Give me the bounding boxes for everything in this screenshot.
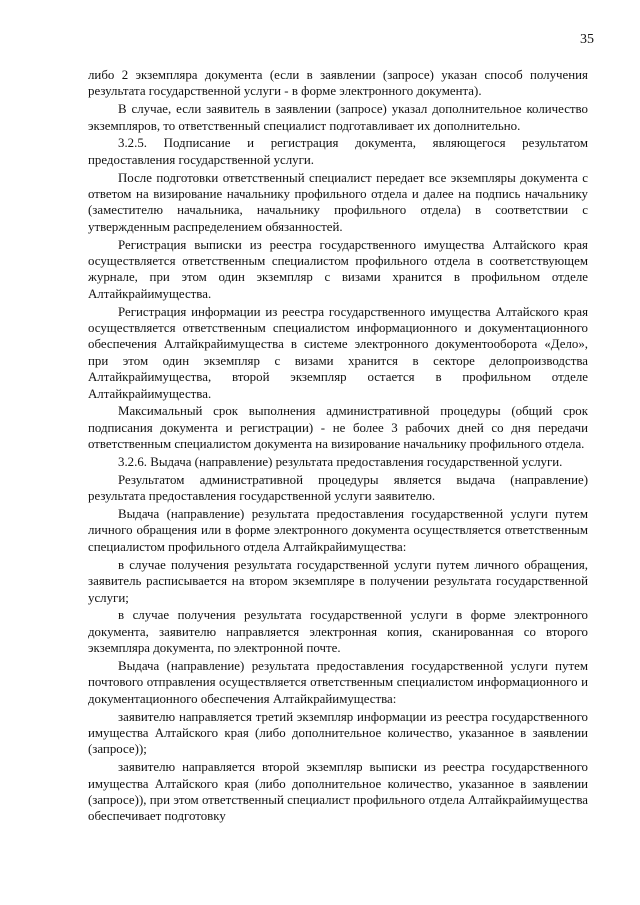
document-body bbox=[88, 67, 588, 826]
paragraph: Регистрация информации из реестра государственного имущества Алтайского края осуществляется ответственным специалистом информационного и документационного обеспечения Алтайкрайимущества в системе электронного документооборота «Дело», при этом один экземпляр с визами хранится в секторе делопроизводства Алтайкрайимущества, второй экземпляр остается в профильном отделе Алтайкрайимущества. bbox=[88, 304, 588, 401]
paragraph: Регистрация выписки из реестра государственного имущества Алтайского края осуществляется ответственным специалистом профильного отдела в соответствующем журнале, при этом один экземпляр с визами хранится в профильном отделе Алтайкрайимущества. bbox=[88, 237, 588, 301]
paragraph: Выдача (направление) результата предоставления государственной услуги путем почтового отправления осуществляется ответственным специалистом информационного и документационного обеспечения Алтайкрайимущества: bbox=[88, 658, 588, 706]
list-item: в случае получения результата государственной услуги в форме электронного документа, заявителю направляется электронная копия, сканированная со второго экземпляра документа, по электронной почте. bbox=[88, 608, 588, 656]
section-heading-3-2-5: 3.2.5. Подписание и регистрация документа, являющегося результатом предоставления государственной услуги. bbox=[88, 136, 588, 167]
list-item: заявителю направляется второй экземпляр выписки из реестра государственного имущества Алтайского края (либо дополнительное количество, указанное в заявлении (запросе)), при этом ответственный специалист профильного отдела Алтайкрайимущества обеспечивает подготовку bbox=[88, 760, 588, 824]
page-number: 35 bbox=[580, 32, 594, 47]
paragraph: В случае, если заявитель в заявлении (запросе) указал дополнительное количество экземпляров, то ответственный специалист подготавливает их дополнительно. bbox=[88, 102, 588, 133]
list-item: в случае получения результата государственной услуги путем личного обращения, заявитель расписывается на втором экземпляре в получении результата государственной услуги; bbox=[88, 557, 588, 605]
paragraph: Максимальный срок выполнения административной процедуры (общий срок подписания документа и регистрации) - не более 3 рабочих дней со дня передачи ответственным специалистом документа на визирование начальнику профильного отдела. bbox=[88, 404, 588, 452]
paragraph: После подготовки ответственный специалист передает все экземпляры документа с ответом на визирование начальнику профильного отдела и далее на подпись начальнику (заместителю начальника, начальнику профильного отдела) в соответствии с утвержденным распределением обязанностей. bbox=[88, 170, 588, 234]
list-item: заявителю направляется третий экземпляр информации из реестра государственного имущества Алтайского края (либо дополнительное количество, указанное в заявлении (запросе)); bbox=[88, 709, 588, 757]
paragraph: Выдача (направление) результата предоставления государственной услуги путем личного обращения или в форме электронного документа осуществляется ответственным специалистом профильного отдела Алтайкрайимущества: bbox=[88, 507, 588, 554]
paragraph: Результатом административной процедуры является выдача (направление) результата предоставления государственной услуги заявителю. bbox=[88, 472, 588, 504]
paragraph: либо 2 экземпляра документа (если в заявлении (запросе) указан способ получения результата государственной услуги - в форме электронного документа). bbox=[88, 68, 588, 99]
section-heading-3-2-6: 3.2.6. Выдача (направление) результата предоставления государственной услуги. bbox=[118, 455, 563, 470]
